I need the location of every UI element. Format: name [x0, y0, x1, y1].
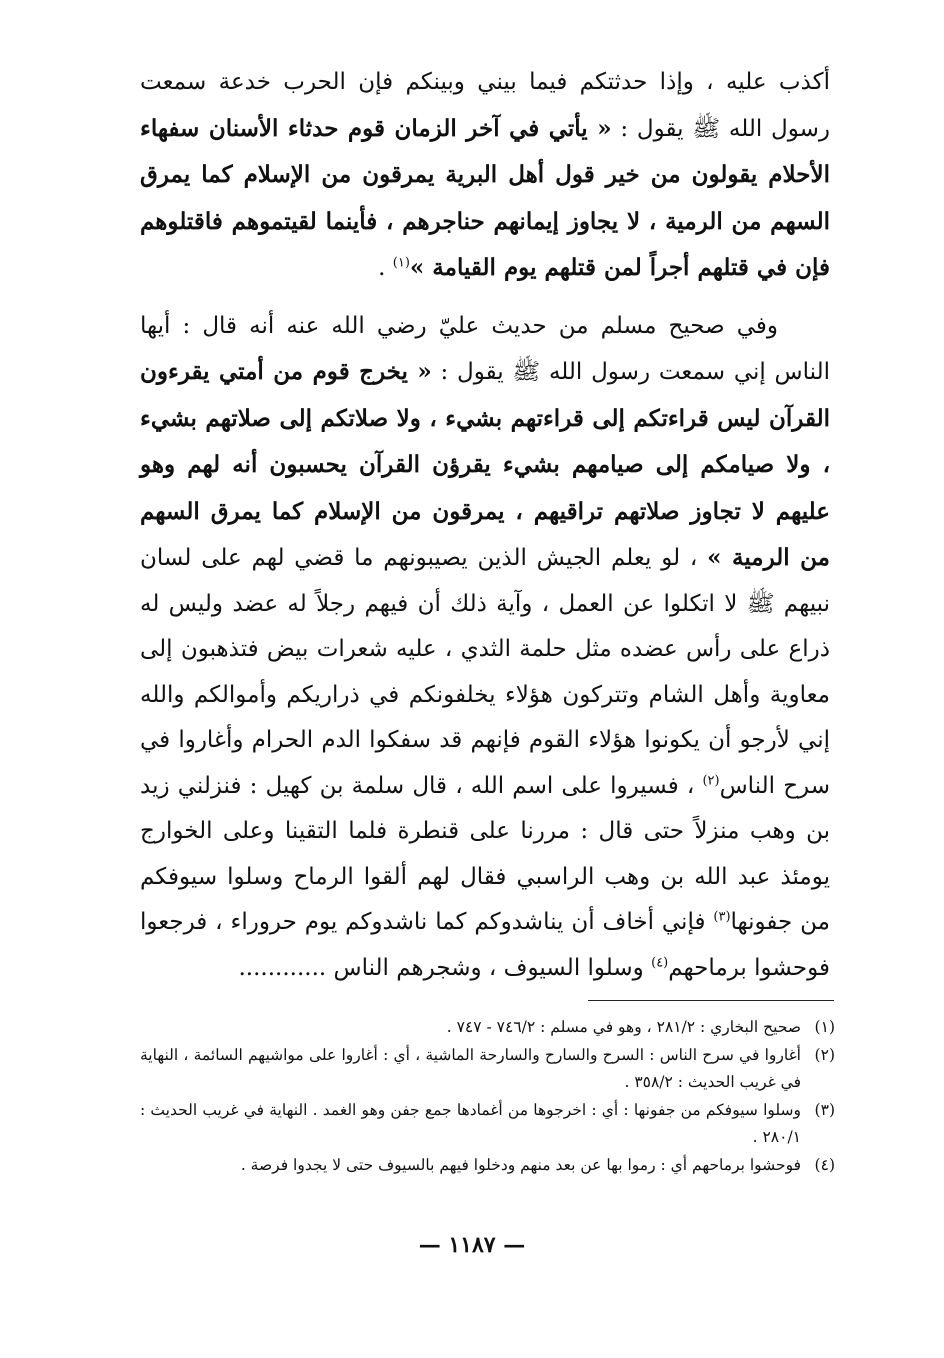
footnote-text: وسلوا سيوفكم من جفونها : أي : اخرجوها من أغمادها جمع جفن وهو الغمد . النهاية في غريب الحديث : ٢٨٠/١ . [140, 1101, 801, 1146]
footnote-number: (٣) [814, 1101, 835, 1119]
footnote-4 [140, 1152, 835, 1179]
hadith-quote-2: « يخرج قوم من أمتي يقرءون القرآن ليس قراءتكم إلى قراءتهم بشيء ، ولا صلاتكم إلى صلاتهم بشيء ، ولا صيامكم إلى صيامهم بشيء يقرؤن القرآن يحسبون أنه لهم وهو عليهم لا تجاوز صلاتهم تراقيهم ، يمرقون من الإسلام كما يمرق السهم من الرمية » [140, 358, 830, 571]
main-text [140, 60, 830, 991]
footnote-text: فوحشوا برماحهم أي : رموا بها عن بعد منهم ودخلوا فيهم بالسيوف حتى لا يجدوا فرصة . [240, 1156, 801, 1174]
hadith-quote-1: « يأتي في آخر الزمان قوم حدثاء الأسنان سفهاء الأحلام يقولون من خير قول أهل البرية يمرقون من الإسلام كما يمرق السهم من الرمية ، لا يجاوز إيمانهم حناجرهم ، فأينما لقيتموهم فاقتلوهم فإن في قتلهم أجراً لمن قتلهم يوم القيامة » [140, 114, 830, 281]
paragraph-2-continuation-3: وسلوا السيوف ، وشجرهم الناس ............ [238, 954, 652, 981]
paragraph-1 [140, 60, 830, 292]
footnote-1 [140, 1014, 835, 1041]
paragraph-1-end: . [378, 255, 393, 281]
footnote-ref-4: (٤) [651, 954, 669, 970]
footnote-number: (٢) [814, 1046, 835, 1064]
page-number: — ١١٨٧ — [418, 1232, 526, 1258]
paragraph-2-intro: وفي صحيح مسلم من حديث عليّ رضي الله عنه أنه قال : أيها الناس إني سمعت رسول الله ﷺ يقول : [140, 312, 830, 385]
paragraph-2-continuation-2: فإني أخاف أن يناشدوكم كما ناشدوكم يوم حروراء ، فرجعوا فوحشوا برماحهم [140, 909, 830, 981]
footnote-3 [140, 1097, 835, 1151]
footnotes [140, 1014, 835, 1179]
footnote-ref-1: (١) [392, 255, 410, 271]
footnote-separator [588, 1000, 834, 1001]
footnote-number: (٤) [814, 1156, 835, 1174]
footnote-ref-2: (٢) [702, 772, 720, 788]
paragraph-2 [140, 304, 830, 992]
footnote-text: أغاروا في سرح الناس : السرح والسارح والسارحة الماشية ، أي : أغاروا على مواشيهم السائمة ، النهاية في غريب الحديث : ٣٥٨/٢ . [140, 1046, 801, 1091]
paragraph-2-continuation-1: ، فسيروا على اسم الله ، قال سلمة بن كهيل : فنزلني زيد بن وهب منزلاً حتى قال : مررنا على قنطرة فلما التقينا وعلى الخوارج يومئذ عبد الله بن وهب الراسبي فقال لهم ألقوا الرماح وسلوا سيوفكم من جفونها [140, 772, 830, 935]
footnote-text: صحيح البخاري : ٢٨١/٢ ، وهو في مسلم : ٧٤٦/٢ - ٧٤٧ . [446, 1018, 801, 1036]
paragraph-1-intro: أكذب عليه ، وإذا حدثتكم فيما بيني وبينكم فإن الحرب خدعة سمعت رسول الله ﷺ يقول : [140, 69, 830, 142]
paragraph-2-narrative: ، لو يعلم الجيش الذين يصيبونهم ما قضي لهم على لسان نبيهم ﷺ لا اتكلوا عن العمل ، وآية ذلك أن فيهم رجلاً له عضد وليس له ذراع على رأس عضده مثل حلمة الثدي ، عليه شعرات بيض فتذهبون إلى معاوية وأهل الشام وتتركون هؤلاء يخلفونكم في ذراريكم وأموالكم والله إني لأرجو أن يكونوا هؤلاء القوم فإنهم قد سفكوا الدم الحرام وأغاروا في سرح الناس [140, 545, 830, 799]
footnote-ref-3: (٣) [713, 909, 731, 925]
footnote-number: (١) [814, 1018, 835, 1036]
footnote-2 [140, 1042, 835, 1096]
